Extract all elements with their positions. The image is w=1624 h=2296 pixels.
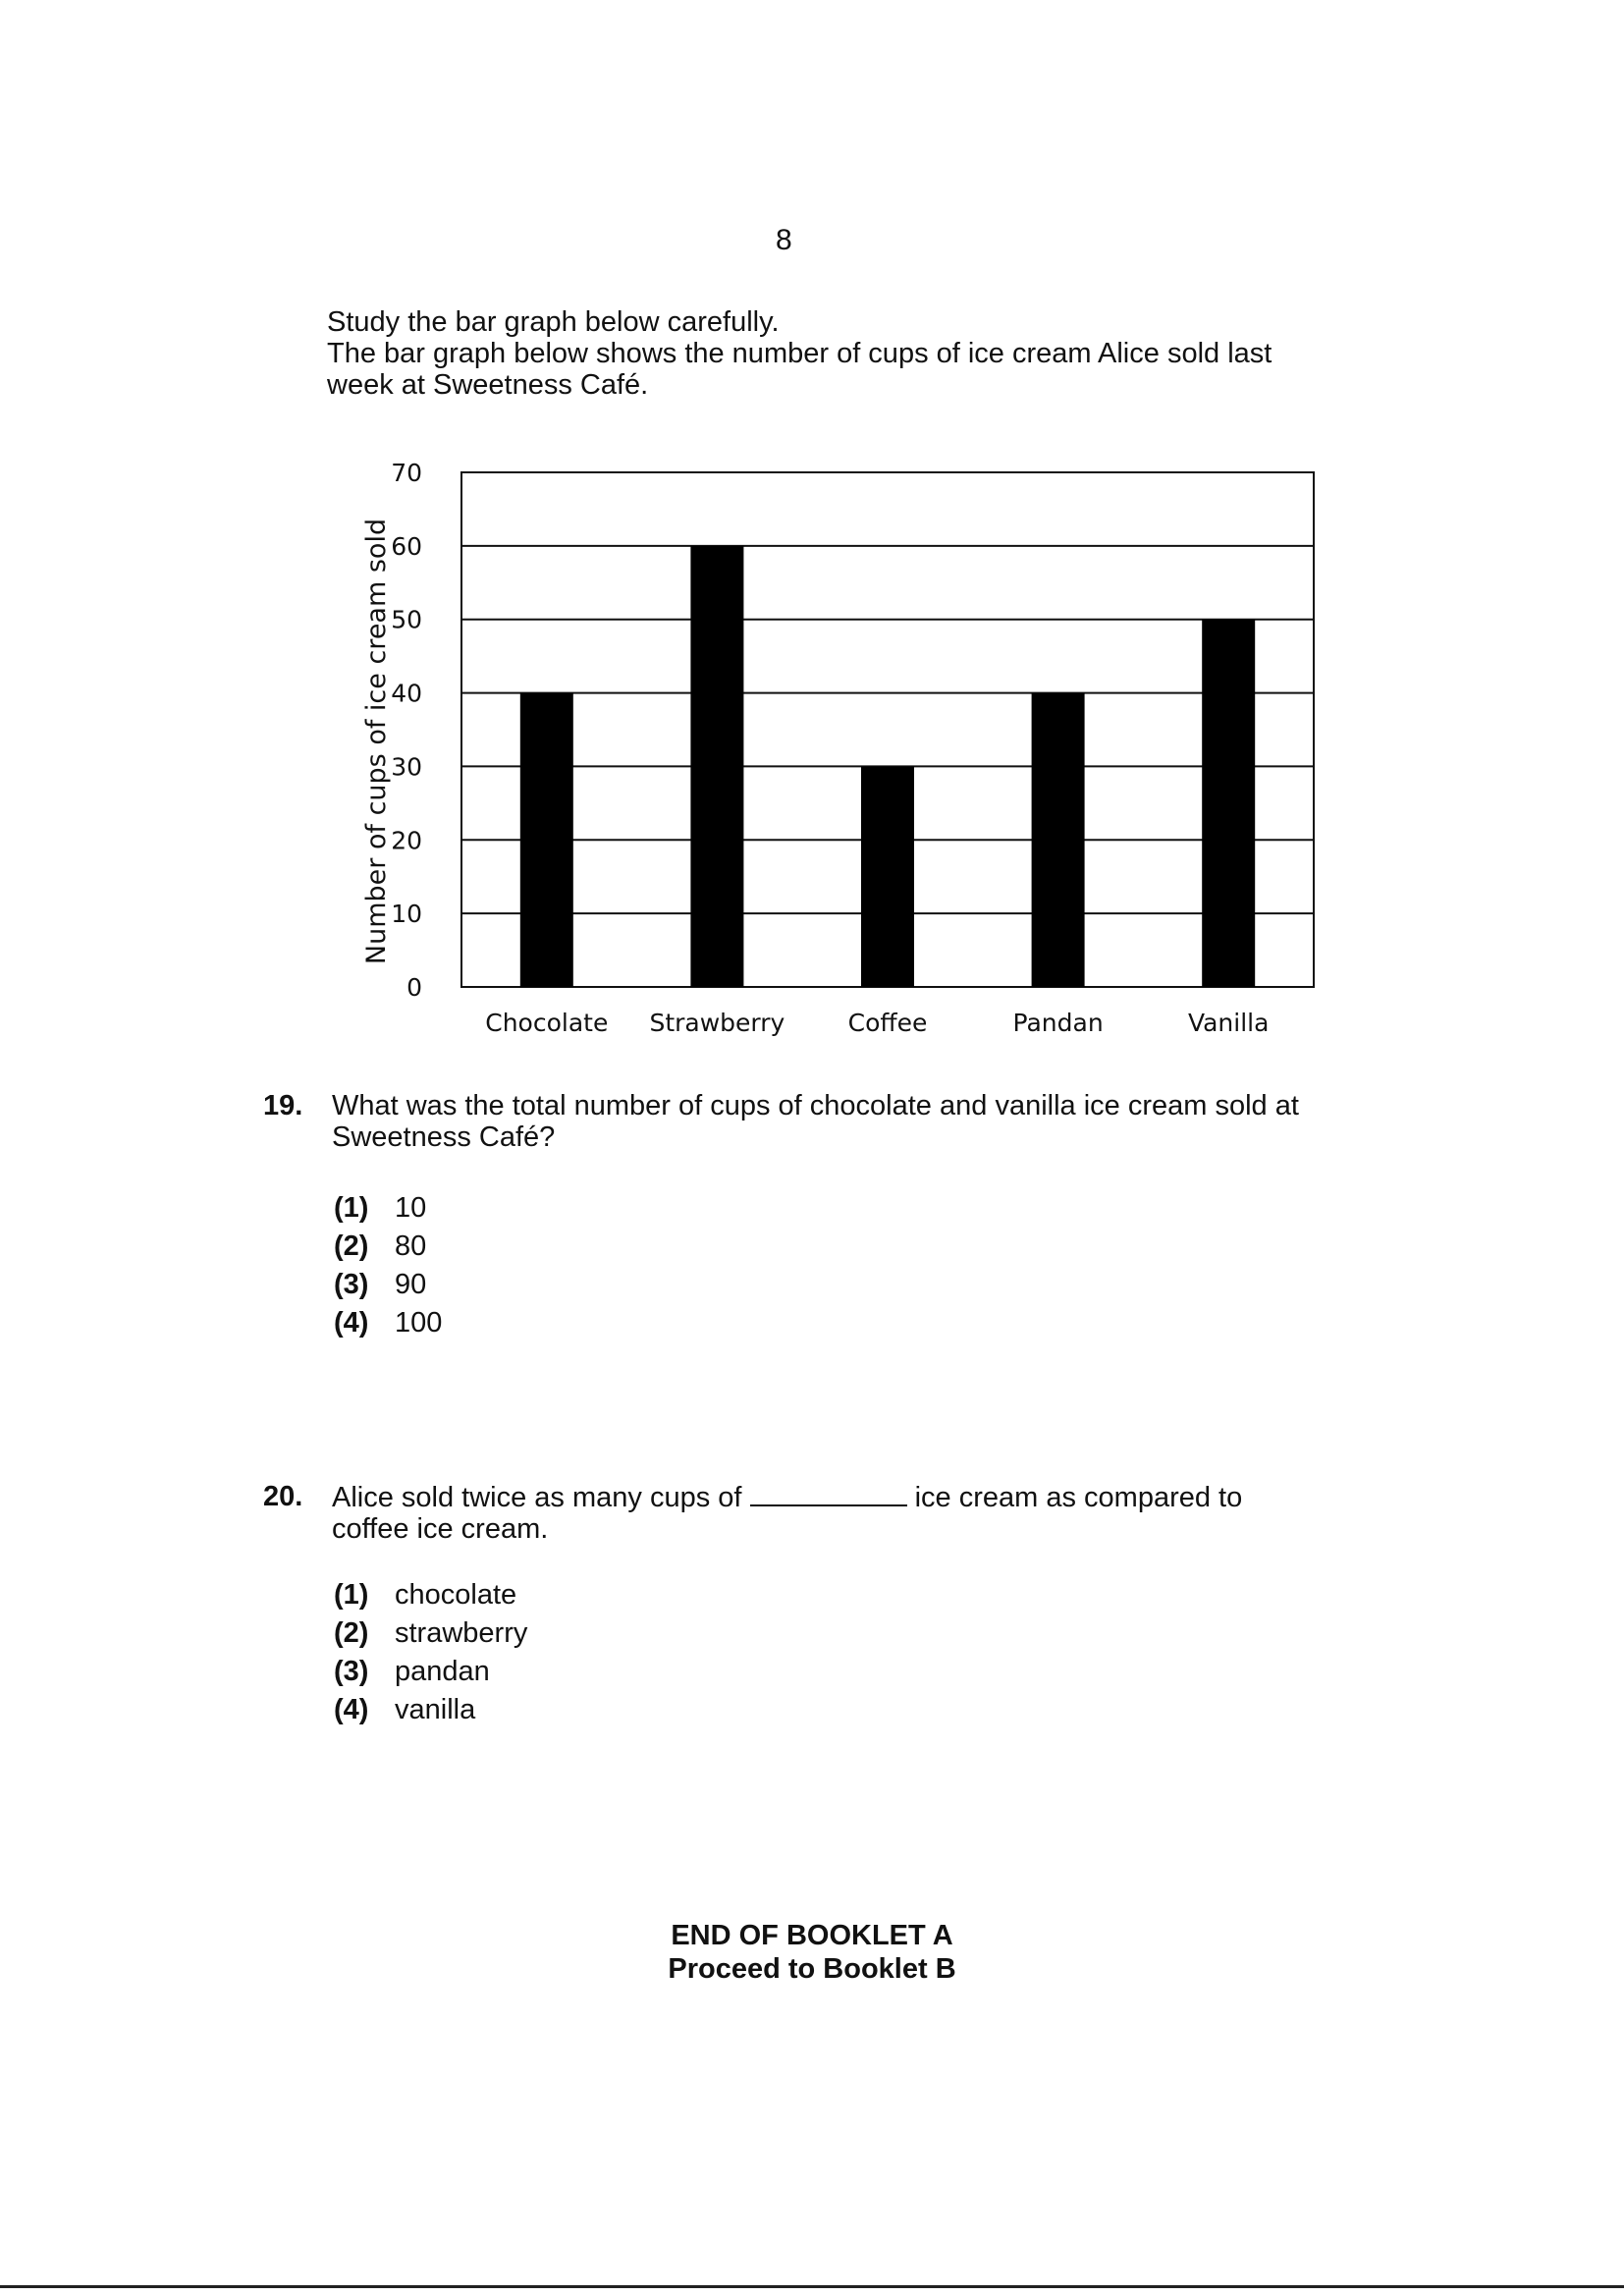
options-list (334, 1579, 527, 1732)
y-tick-label: 50 (391, 605, 422, 634)
bar-chart (344, 447, 1335, 1061)
option-label: 10 (395, 1192, 427, 1224)
option-label: strawberry (395, 1617, 528, 1649)
option-key: (4) (334, 1694, 369, 1725)
option-key: (4) (334, 1307, 369, 1339)
end-line-2: Proceed to Booklet B (668, 1953, 956, 1985)
question-text (332, 1481, 1314, 1545)
options-list (334, 1192, 442, 1345)
option-key: (1) (334, 1579, 369, 1611)
x-tick-label: Coffee (847, 1009, 928, 1037)
option-label: chocolate (395, 1579, 517, 1611)
option-label: 80 (395, 1230, 427, 1262)
y-tick-label: 60 (391, 531, 422, 561)
bar-pandan (1032, 693, 1085, 987)
option-3[interactable] (334, 1656, 527, 1694)
option-key: (3) (334, 1656, 369, 1687)
y-tick-label: 40 (391, 679, 422, 708)
question-text: What was the total number of cups of chocolate and vanilla ice cream sold at Sweetness Café? (332, 1090, 1299, 1153)
option-key: (3) (334, 1269, 369, 1300)
y-tick-label: 30 (391, 752, 422, 782)
bar-coffee (861, 766, 914, 987)
x-tick-label: Pandan (1012, 1009, 1104, 1037)
option-label: 90 (395, 1269, 427, 1300)
intro-line-2: The bar graph below shows the number of cups of ice cream Alice sold last week at Sweetness Café. (327, 338, 1272, 401)
option-4[interactable] (334, 1694, 527, 1732)
end-of-booklet (0, 1919, 1624, 1986)
y-tick-label: 10 (391, 900, 422, 929)
intro-line-1: Study the bar graph below carefully. (327, 306, 780, 338)
option-4[interactable] (334, 1307, 442, 1345)
option-2[interactable] (334, 1617, 527, 1656)
end-line-1: END OF BOOKLET A (671, 1920, 953, 1951)
option-label: pandan (395, 1656, 490, 1687)
question-19 (263, 1090, 1324, 1365)
intro-text (327, 306, 1328, 401)
x-tick-label: Strawberry (649, 1009, 785, 1037)
page-number: 8 (776, 224, 792, 256)
question-text-after: ice cream as compared to coffee ice cream. (332, 1482, 1243, 1545)
option-key: (2) (334, 1230, 369, 1262)
option-3[interactable] (334, 1269, 442, 1307)
question-number: 20. (263, 1481, 303, 1512)
y-tick-label: 0 (406, 973, 422, 1002)
y-axis-label: Number of cups of ice cream sold (361, 518, 392, 965)
option-key: (1) (334, 1192, 369, 1224)
bottom-rule (0, 2285, 1624, 2288)
option-label: vanilla (395, 1694, 476, 1725)
option-2[interactable] (334, 1230, 442, 1269)
bar-vanilla (1202, 620, 1255, 987)
option-1[interactable] (334, 1192, 442, 1230)
question-number: 19. (263, 1090, 303, 1121)
option-key: (2) (334, 1617, 369, 1649)
x-tick-label: Vanilla (1187, 1009, 1270, 1037)
question-20 (263, 1481, 1324, 1756)
option-label: 100 (395, 1307, 443, 1339)
y-tick-label: 20 (391, 826, 422, 855)
x-tick-label: Chocolate (485, 1009, 609, 1037)
bar-strawberry (690, 546, 743, 987)
bar-chocolate (520, 693, 573, 987)
y-tick-label: 70 (391, 459, 422, 487)
option-1[interactable] (334, 1579, 527, 1617)
question-text-before: Alice sold twice as many cups of (332, 1482, 742, 1513)
answer-blank (750, 1481, 907, 1506)
bar-chart-svg (344, 447, 1335, 1056)
